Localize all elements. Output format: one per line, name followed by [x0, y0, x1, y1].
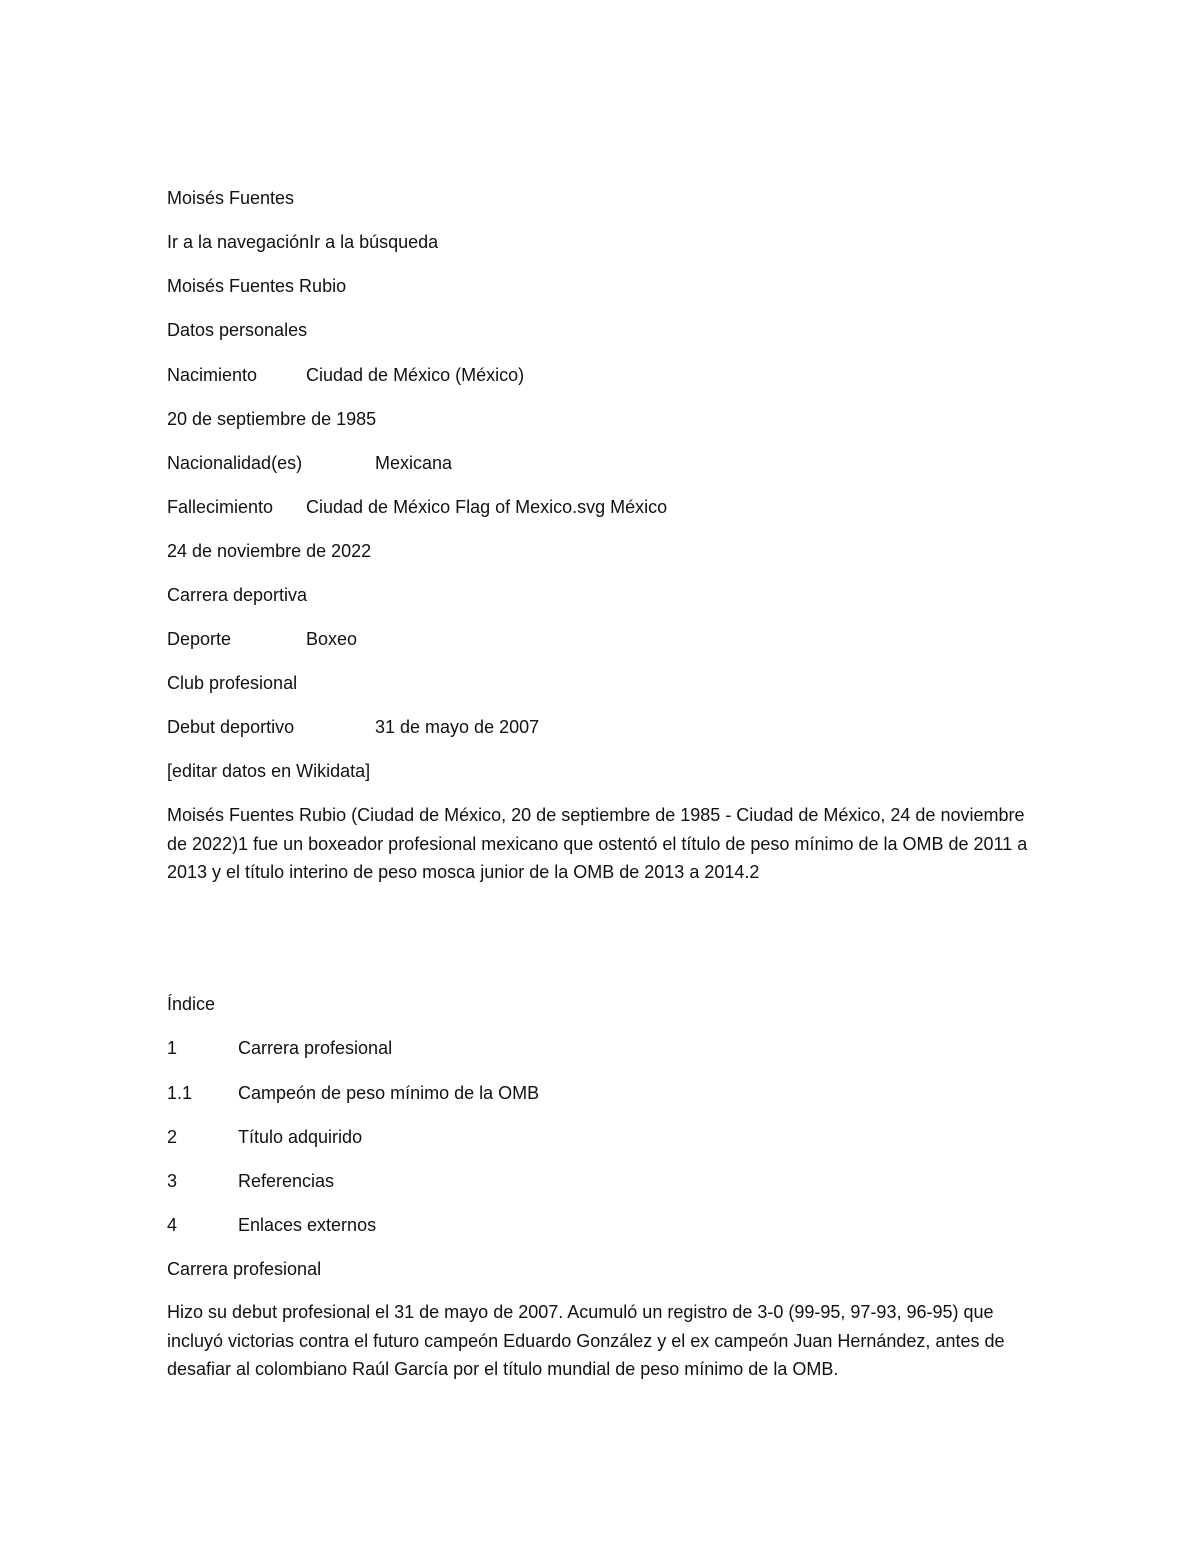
birth-label: Nacimiento	[167, 365, 258, 385]
nationality-label: Nacionalidad(es)	[167, 453, 303, 473]
toc-item-label[interactable]: Campeón de peso mínimo de la OMB	[238, 1083, 540, 1103]
toc-item-label[interactable]: Referencias	[238, 1171, 335, 1191]
career-paragraph: Hizo su debut profesional el 31 de mayo de 2007. Acumuló un registro de 3-0 (99-95, 97-93, 96-95) que incluyó victorias contra el futuro campeón Eduardo González y el ex campeón Juan Hernández, antes de desafiar al colombiano Raúl García por el título mundial de peso mínimo de la OMB.	[167, 1302, 1005, 1379]
edit-wikidata-link[interactable]: [editar datos en Wikidata]	[167, 761, 371, 781]
toc-item-number: 3	[167, 1171, 178, 1191]
page-title: Moisés Fuentes	[167, 188, 295, 208]
sport-label: Deporte	[167, 629, 232, 649]
toc-heading: Índice	[167, 994, 216, 1014]
section-personal: Datos personales	[167, 320, 308, 340]
nav-links[interactable]: Ir a la navegaciónIr a la búsqueda	[167, 232, 439, 252]
death-label: Fallecimiento	[167, 497, 274, 517]
toc-item-number: 1	[167, 1038, 178, 1058]
birth-date: 20 de septiembre de 1985	[167, 409, 377, 429]
career-heading: Carrera profesional	[167, 1259, 322, 1279]
birth-value: Ciudad de México (México)	[306, 365, 525, 385]
death-date: 24 de noviembre de 2022	[167, 541, 372, 561]
nationality-value: Mexicana	[375, 453, 453, 473]
death-value: Ciudad de México Flag of Mexico.svg México	[306, 497, 668, 517]
toc-item-label[interactable]: Enlaces externos	[238, 1215, 377, 1235]
toc-item-number: 2	[167, 1127, 178, 1147]
toc-item-label[interactable]: Carrera profesional	[238, 1038, 393, 1058]
full-name: Moisés Fuentes Rubio	[167, 276, 347, 296]
sport-value: Boxeo	[306, 629, 358, 649]
club-label: Club profesional	[167, 673, 298, 693]
debut-value: 31 de mayo de 2007	[375, 717, 540, 737]
toc-item-number: 4	[167, 1215, 178, 1235]
debut-label: Debut deportivo	[167, 717, 295, 737]
intro-paragraph: Moisés Fuentes Rubio (Ciudad de México, 20 de septiembre de 1985 - Ciudad de México, 24 de noviembre de 2022)1 fue un boxeador profesional mexicano que ostentó el título de peso mínimo de la OMB de 2011 a 2013 y el título interino de peso mosca junior de la OMB de 2013 a 2014.2	[167, 805, 1028, 882]
section-career: Carrera deportiva	[167, 585, 308, 605]
toc-item-number: 1.1	[167, 1083, 193, 1103]
toc-item-label[interactable]: Título adquirido	[238, 1127, 363, 1147]
